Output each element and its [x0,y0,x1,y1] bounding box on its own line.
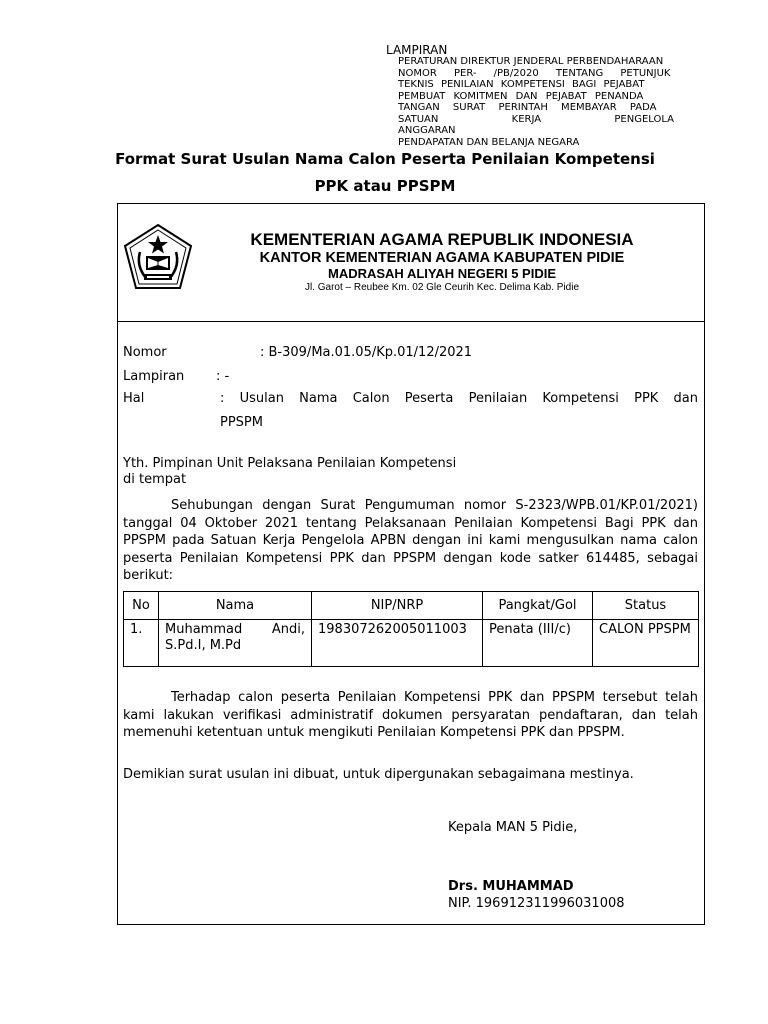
body-paragraph-1 [123,497,698,585]
column-header-pangkat: Pangkat/Gol [483,592,593,620]
document-title-line1: Format Surat Usulan Nama Calon Peserta Penilaian Kompetensi [115,150,655,168]
lampiran-line: NOMOR PER- /PB/2020 TENTANG PETUNJUK [398,67,671,79]
lampiran-reference [398,56,674,148]
hal-value-continued: PPSPM [220,415,263,430]
column-header-nama: Nama [159,592,312,620]
nomor-label: Nomor [123,345,167,360]
recipient-line2: di tempat [123,472,187,487]
lampiran-label: LAMPIRAN [386,43,448,57]
cell-status: CALON PPSPM [593,620,699,667]
signatory-name: Drs. MUHAMMAD [448,879,574,894]
table-header-row [124,592,699,620]
hal-label: Hal [123,391,145,406]
cell-no: 1. [124,620,159,667]
lampiran-line: TEKNIS PENILAIAN KOMPETENSI BAGI PEJABAT [398,79,645,90]
lampiran-field-label: Lampiran [123,369,185,384]
kop-ministry: KEMENTERIAN AGAMA REPUBLIK INDONESIA [250,230,634,249]
body-paragraph-1-text: Sehubungan dengan Surat Pengumuman nomor S-2323/WPB.01/KP.01/2021) tanggal 04 Oktober 2021 tentang Pelaksanaan Penilaian Kompetensi Bagi PPK dan PPSPM pada Satuan Kerja Pengelola APBN dengan ini kami mengusulkan nama calon peserta Penilaian Kompetensi PPK dan PPSPM dengan kode satker 614485, sebagai berikut: [123,498,698,583]
body-paragraph-2 [123,689,698,742]
table-row [124,620,699,667]
letterhead-divider [117,321,705,322]
hal-value: : Usulan Nama Calon Peserta Penilaian Kompetensi PPK dan [220,391,698,406]
body-paragraph-3: Demikian surat usulan ini dibuat, untuk dipergunakan sebagaimana mestinya. [123,767,634,782]
column-header-status: Status [593,592,699,620]
document-title-line2: PPK atau PPSPM [314,177,456,195]
lampiran-line: PEMBUAT KOMITMEN DAN PEJABAT PENANDA [398,90,644,102]
lampiran-line: PENDAPATAN DAN BELANJA NEGARA [398,136,580,148]
cell-nip: 198307262005011003 [312,620,483,667]
cell-nama: Muhammad Andi, S.Pd.I, M.Pd [159,620,312,667]
lampiran-line: TANGAN SURAT PERINTAH MEMBAYAR PADA [398,102,657,113]
signature-title: Kepala MAN 5 Pidie, [448,820,578,835]
participant-table [123,591,699,667]
lampiran-line: PERATURAN DIREKTUR JENDERAL PERBENDAHARAAN [398,56,664,67]
body-paragraph-2-text: Terhadap calon peserta Penilaian Kompetensi PPK dan PPSPM tersebut telah kami lakukan verifikasi administratif dokumen persyaratan pendaftaran, dan telah memenuhi ketentuan untuk mengikuti Penilaian Kompetensi PPK dan PPSPM. [123,690,698,740]
signatory-nip: NIP. 196912311996031008 [448,896,625,911]
lampiran-field-value: : - [216,369,230,384]
cell-pangkat: Penata (III/c) [483,620,593,667]
column-header-nip: NIP/NRP [312,592,483,620]
kemenag-emblem-icon [122,222,194,294]
kop-address: Jl. Garot – Reubee Km. 02 Gle Ceurih Kec. Delima Kab. Pidie [304,282,580,293]
kop-school: MADRASAH ALIYAH NEGERI 5 PIDIE [327,266,556,281]
lampiran-line: SATUAN KERJA PENGELOLA ANGGARAN [398,113,674,136]
recipient-line1: Yth. Pimpinan Unit Pelaksana Penilaian Kompetensi [123,456,457,471]
column-header-no: No [124,592,159,620]
nomor-value: : B-309/Ma.01.05/Kp.01/12/2021 [260,345,473,360]
kop-office: KANTOR KEMENTERIAN AGAMA KABUPATEN PIDIE [259,250,625,266]
